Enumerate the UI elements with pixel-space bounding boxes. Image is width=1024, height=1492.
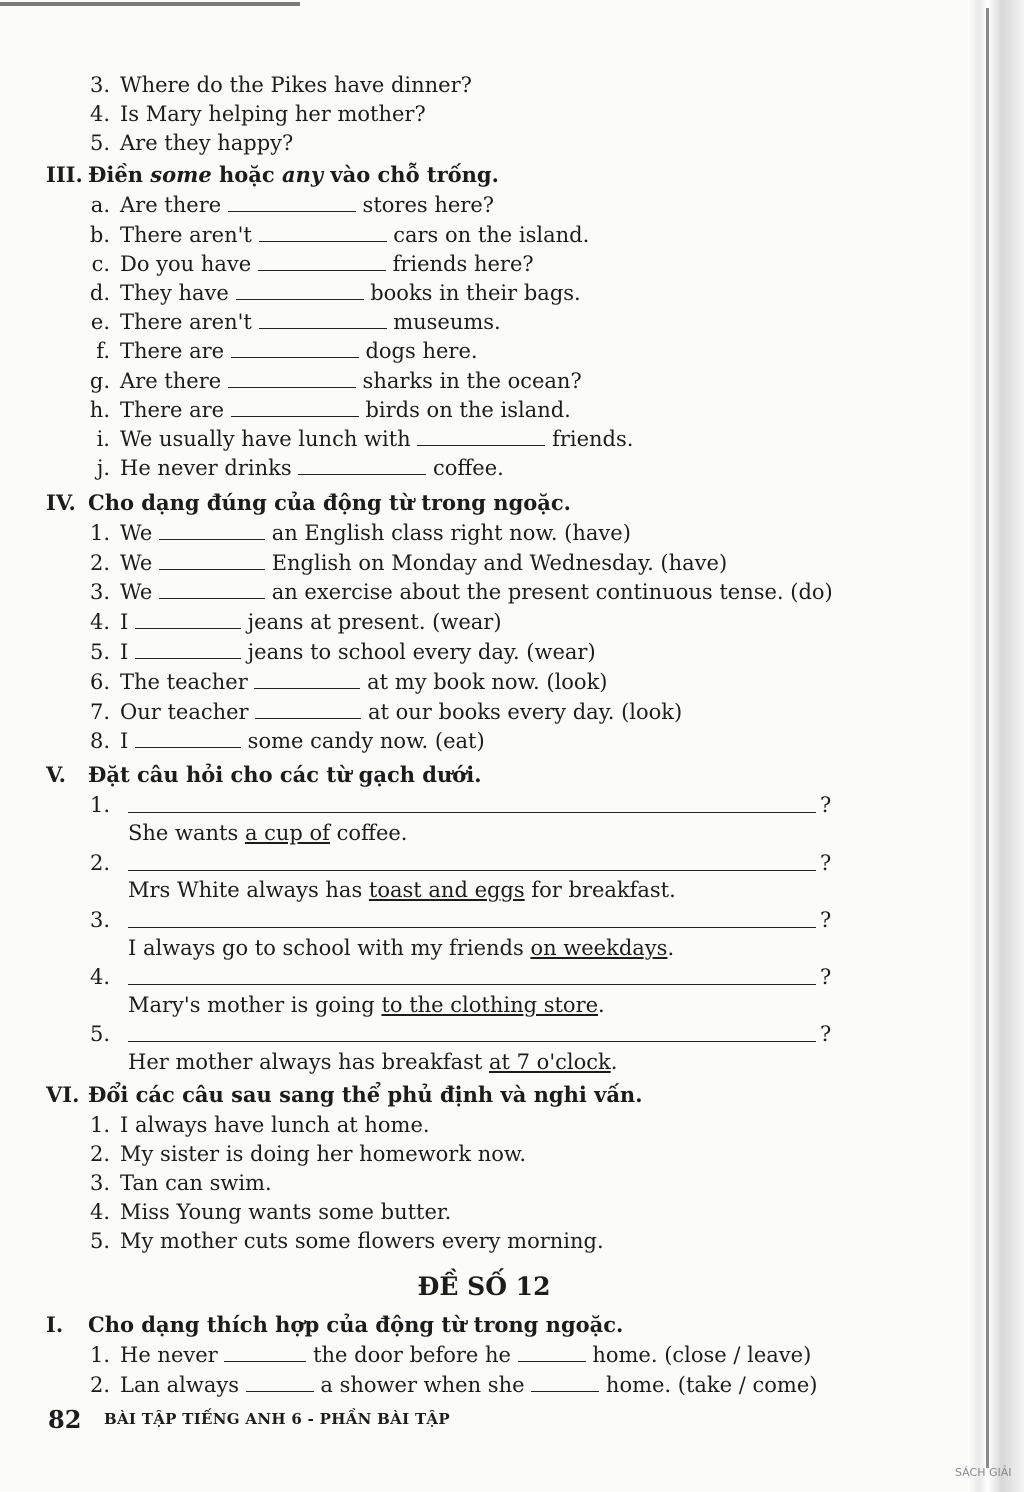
answer-blank[interactable]	[518, 1343, 586, 1362]
item-number: 5.	[89, 1022, 110, 1046]
exercise-line	[120, 251, 534, 277]
exercise-line	[120, 455, 504, 481]
item-number: 4.	[89, 610, 110, 634]
exercise-line	[120, 1342, 811, 1368]
text-after: sharks in the ocean?	[362, 369, 582, 393]
text-after: dogs here.	[365, 339, 478, 363]
item-number: 3.	[89, 1171, 110, 1195]
exercise-line	[120, 1372, 817, 1398]
source-sentence	[128, 820, 407, 846]
exercise-line	[120, 669, 608, 695]
text-after: museums.	[393, 310, 501, 334]
text-middle: the door before he	[313, 1343, 511, 1367]
exercise-line	[120, 222, 589, 248]
section-heading	[46, 1082, 643, 1108]
text-before: There aren't	[120, 310, 252, 334]
answer-blank[interactable]	[159, 551, 265, 570]
item-number: 1.	[89, 1343, 110, 1367]
answer-line[interactable]	[128, 907, 816, 928]
text-after: cars on the island.	[393, 223, 590, 247]
item-number: 2.	[89, 1142, 110, 1166]
item-number: 4.	[89, 1200, 110, 1224]
text-before: Are there	[120, 369, 222, 393]
item-number: 5.	[89, 640, 110, 664]
heading-text: Cho dạng thích hợp của động từ trong ngoặc.	[88, 1312, 624, 1337]
question-text: Where do the Pikes have dinner?	[120, 73, 472, 97]
exercise-line	[120, 609, 502, 635]
answer-line[interactable]	[128, 1021, 816, 1042]
sentence-text: I always go to school with my friends	[128, 936, 531, 960]
item-number: 5.	[89, 1229, 110, 1253]
text-before: He never	[120, 1343, 218, 1367]
answer-blank[interactable]	[259, 223, 387, 242]
text-before: We	[120, 580, 153, 604]
section-heading	[46, 1312, 623, 1338]
test-title: ĐỀ SỐ 12	[417, 1272, 551, 1301]
answer-blank[interactable]	[531, 1373, 599, 1392]
heading-text: Đổi các câu sau sang thể phủ định và nghi vấn.	[88, 1082, 643, 1107]
answer-blank[interactable]	[228, 369, 356, 388]
text-before: The teacher	[120, 670, 248, 694]
text-before: Are there	[120, 193, 222, 217]
answer-blank[interactable]	[298, 456, 426, 475]
exercise-line	[120, 280, 581, 306]
text-after: friends.	[552, 427, 634, 451]
underlined-phrase: at 7 o'clock	[489, 1050, 611, 1074]
question-mark: ?	[820, 793, 832, 817]
text-after: English on Monday and Wednesday. (have)	[271, 551, 728, 575]
exercise-line	[120, 639, 596, 665]
section-number: III.	[46, 162, 83, 187]
question-text: Is Mary helping her mother?	[120, 102, 426, 126]
item-number: 1.	[89, 793, 110, 817]
exercise-line	[120, 338, 478, 364]
exercise-line	[120, 309, 501, 335]
text-before: I	[120, 729, 129, 753]
item-number: 1.	[89, 521, 110, 545]
text-after: stores here?	[362, 193, 495, 217]
item-number: f.	[96, 339, 110, 363]
top-rule	[0, 2, 300, 6]
exercise-line	[120, 699, 682, 725]
sentence-text: Tan can swim.	[120, 1171, 272, 1195]
exercise-line	[120, 520, 631, 546]
answer-blank[interactable]	[255, 700, 361, 719]
text-middle: a shower when she	[320, 1373, 525, 1397]
heading-keyword: some	[150, 162, 212, 187]
sentence-text: Mary's mother is going	[128, 993, 382, 1017]
item-number: d.	[89, 281, 110, 305]
sentence-text: My sister is doing her homework now.	[120, 1142, 527, 1166]
heading-text: Đặt câu hỏi cho các từ gạch dưới.	[88, 762, 482, 787]
text-after: jeans at present. (wear)	[247, 610, 502, 634]
text-before: They have	[120, 281, 229, 305]
text-before: We usually have lunch with	[120, 427, 411, 451]
answer-line[interactable]	[128, 792, 816, 813]
question-mark: ?	[820, 1022, 832, 1046]
exercise-line	[120, 579, 833, 605]
answer-blank[interactable]	[231, 398, 359, 417]
item-number: 3.	[89, 73, 110, 97]
answer-blank[interactable]	[135, 610, 241, 629]
page-number: 82	[48, 1405, 82, 1434]
underlined-phrase: to the clothing store	[381, 993, 599, 1017]
item-number: 2.	[89, 1373, 110, 1397]
page-binding-edge	[968, 0, 1024, 1492]
sentence-text: coffee.	[329, 821, 408, 845]
sentence-text: Miss Young wants some butter.	[120, 1200, 452, 1224]
source-sentence	[128, 877, 676, 903]
item-number: e.	[90, 310, 110, 334]
exercise-line	[120, 550, 727, 576]
answer-blank[interactable]	[135, 729, 241, 748]
exercise-line	[120, 368, 582, 394]
text-before: He never drinks	[120, 456, 292, 480]
section-number: IV.	[46, 490, 76, 515]
binding-line	[986, 8, 989, 1468]
sentence-text: My mother cuts some flowers every morning.	[120, 1229, 604, 1253]
text-after: an English class right now. (have)	[271, 521, 631, 545]
source-sentence	[128, 1049, 617, 1075]
answer-blank[interactable]	[159, 580, 265, 599]
text-before: Our teacher	[120, 700, 249, 724]
sentence-text: I always have lunch at home.	[120, 1113, 430, 1137]
heading-keyword: any	[282, 162, 324, 187]
answer-blank[interactable]	[231, 339, 359, 358]
item-number: 5.	[89, 131, 110, 155]
item-number: a.	[90, 193, 110, 217]
item-number: 4.	[89, 102, 110, 126]
item-number: 6.	[89, 670, 110, 694]
item-number: 7.	[89, 700, 110, 724]
section-number: VI.	[46, 1082, 80, 1107]
text-before: There are	[120, 398, 225, 422]
sentence-text: .	[667, 936, 675, 960]
answer-line[interactable]	[128, 850, 816, 871]
text-before: We	[120, 551, 153, 575]
section-number: I.	[46, 1312, 64, 1337]
text-before: Lan always	[120, 1373, 240, 1397]
item-number: i.	[96, 427, 110, 451]
text-after: an exercise about the present continuous tense. (do)	[271, 580, 833, 604]
item-number: g.	[89, 369, 110, 393]
item-number: 4.	[89, 965, 110, 989]
answer-blank[interactable]	[417, 427, 545, 446]
heading-text: Cho dạng đúng của động từ trong ngoặc.	[88, 490, 571, 515]
item-number: c.	[91, 252, 110, 276]
section-heading	[46, 490, 571, 516]
question-text: Are they happy?	[120, 131, 294, 155]
text-after: books in their bags.	[370, 281, 581, 305]
item-number: b.	[89, 223, 110, 247]
text-after: some candy now. (eat)	[247, 729, 485, 753]
underlined-phrase: toast and eggs	[368, 878, 525, 902]
text-after: coffee.	[432, 456, 504, 480]
exercise-line	[120, 192, 494, 218]
text-before: I	[120, 640, 129, 664]
answer-blank[interactable]	[135, 640, 241, 659]
answer-blank[interactable]	[259, 310, 387, 329]
heading-text: vào chỗ trống.	[323, 162, 499, 187]
answer-blank[interactable]	[224, 1343, 306, 1362]
text-after: home. (close / leave)	[592, 1343, 812, 1367]
text-before: We	[120, 521, 153, 545]
answer-blank[interactable]	[159, 521, 265, 540]
underlined-phrase: on weekdays	[530, 936, 668, 960]
answer-blank[interactable]	[228, 193, 356, 212]
item-number: h.	[89, 398, 110, 422]
answer-blank[interactable]	[236, 281, 364, 300]
sentence-text: She wants	[128, 821, 245, 845]
item-number: 3.	[89, 580, 110, 604]
sentence-text: .	[598, 993, 605, 1017]
heading-text: Điền	[88, 162, 151, 187]
sentence-text: for breakfast.	[524, 878, 676, 902]
section-number: V.	[46, 762, 66, 787]
underlined-phrase: a cup of	[244, 821, 330, 845]
item-number: 3.	[89, 908, 110, 932]
item-number: 8.	[89, 729, 110, 753]
text-before: There aren't	[120, 223, 252, 247]
source-sentence	[128, 992, 605, 1018]
answer-blank[interactable]	[254, 670, 360, 689]
question-mark: ?	[820, 851, 832, 875]
text-before: I	[120, 610, 129, 634]
question-mark: ?	[820, 908, 832, 932]
text-before: Do you have	[120, 252, 252, 276]
section-heading	[46, 762, 482, 788]
text-after: jeans to school every day. (wear)	[247, 640, 596, 664]
item-number: 2.	[89, 851, 110, 875]
text-after: at our books every day. (look)	[367, 700, 683, 724]
text-after: friends here?	[392, 252, 534, 276]
sentence-text: .	[610, 1050, 618, 1074]
text-after: home. (take / come)	[605, 1373, 818, 1397]
heading-text: hoặc	[211, 162, 282, 187]
sentence-text: Mrs White always has	[128, 878, 369, 902]
answer-line[interactable]	[128, 964, 816, 985]
exercise-line	[120, 728, 485, 754]
sentence-text: Her mother always has breakfast	[128, 1050, 489, 1074]
answer-blank[interactable]	[258, 252, 386, 271]
text-after: birds on the island.	[365, 398, 571, 422]
watermark-logo: SÁCH GIẢI	[955, 1466, 1012, 1479]
question-mark: ?	[820, 965, 832, 989]
text-before: There are	[120, 339, 225, 363]
exercise-line	[120, 397, 571, 423]
exercise-line	[120, 426, 633, 452]
item-number: j.	[96, 456, 110, 480]
answer-blank[interactable]	[246, 1373, 314, 1392]
text-after: at my book now. (look)	[367, 670, 608, 694]
item-number: 2.	[89, 551, 110, 575]
section-heading	[46, 162, 499, 188]
item-number: 1.	[89, 1113, 110, 1137]
running-footer: BÀI TẬP TIẾNG ANH 6 - PHẦN BÀI TẬP	[104, 1410, 450, 1428]
source-sentence	[128, 935, 674, 961]
